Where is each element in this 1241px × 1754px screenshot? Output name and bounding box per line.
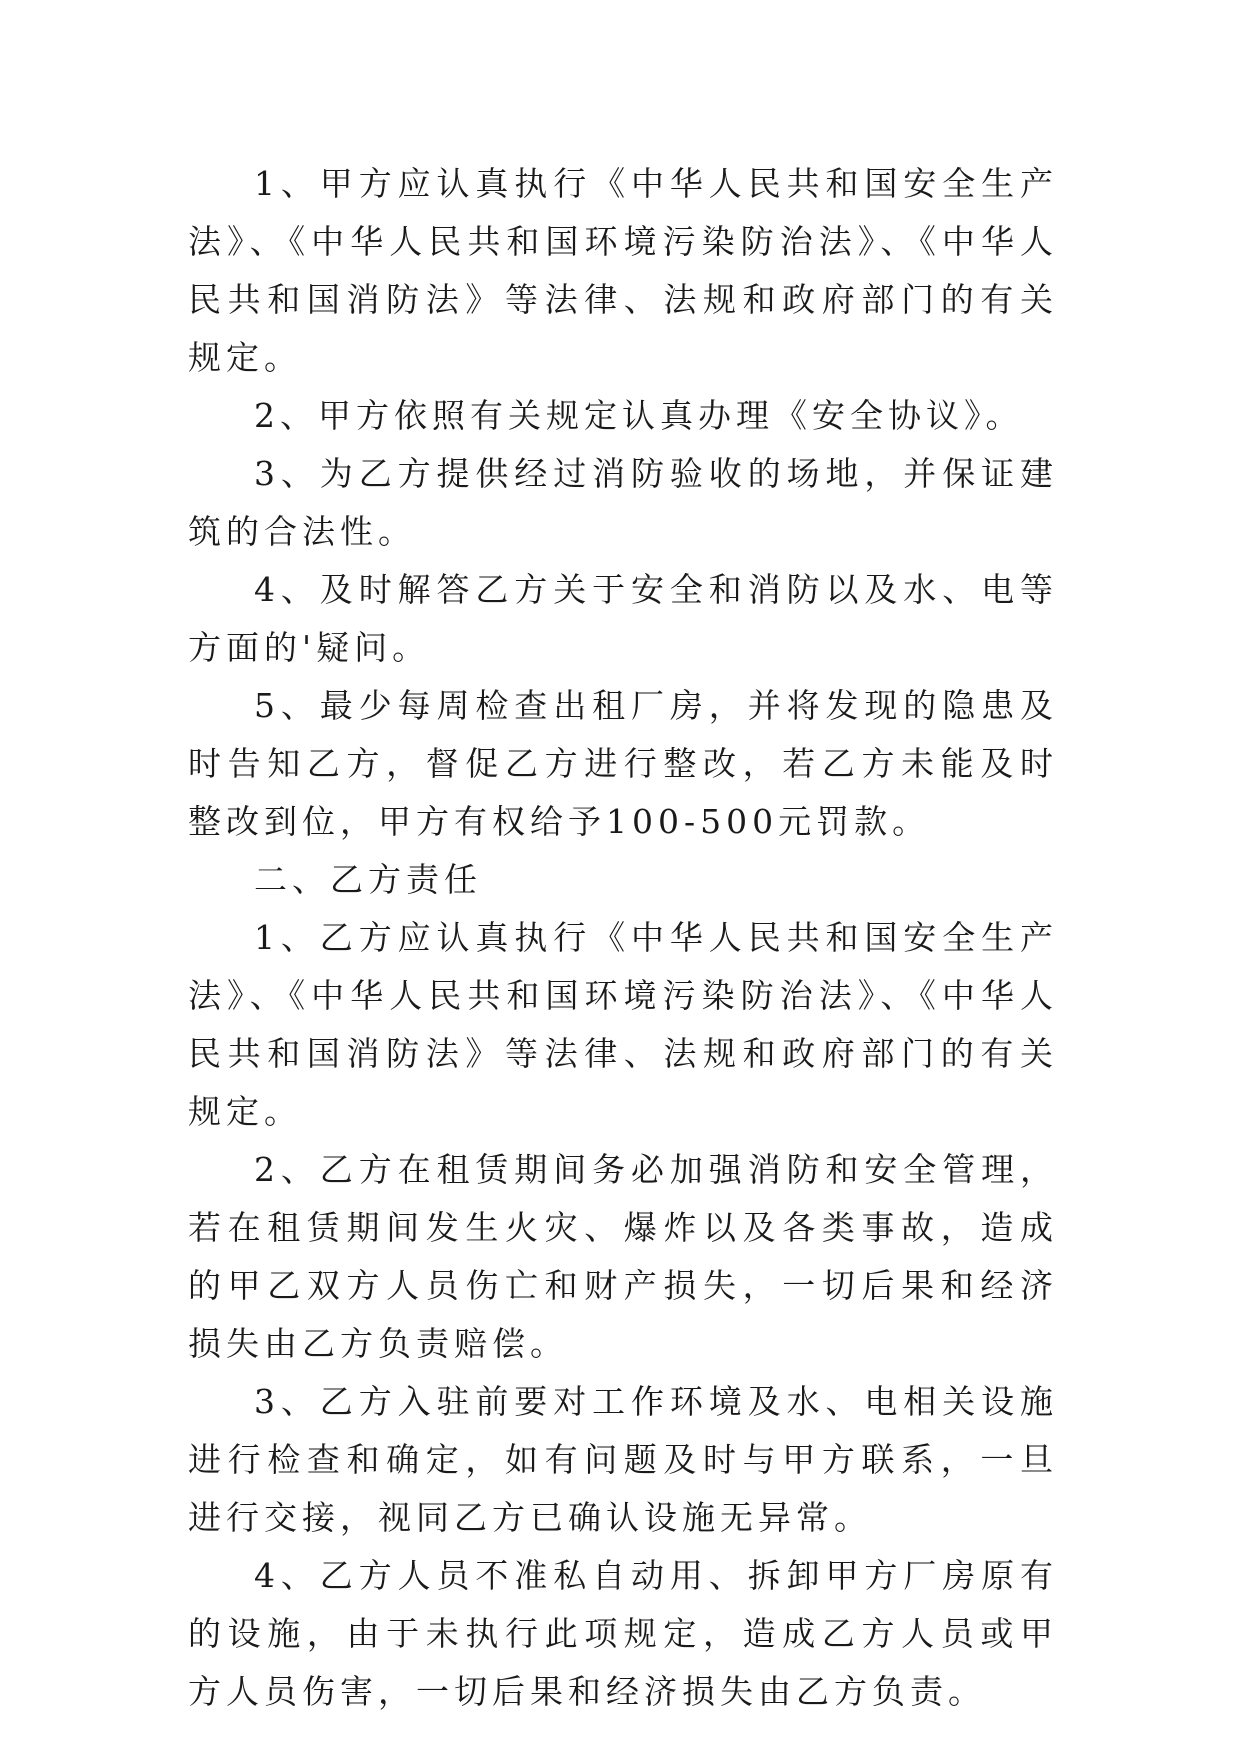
clause-a-4: 4、及时解答乙方关于安全和消防以及水、电等方面的'疑问。 [188, 570, 1058, 667]
clause-b-4: 4、乙方人员不准私自动用、拆卸甲方厂房原有的设施，由于未执行此项规定，造成乙方人员或甲方人员伤害，一切后果和经济损失由乙方负责。 [188, 1556, 1058, 1711]
clause-a-1: 1、甲方应认真执行《中华人民共和国安全生产法》、《中华人民共和国环境污染防治法》、《中华人民共和国消防法》等法律、法规和政府部门的有关规定。 [188, 164, 1058, 377]
clause-b-2: 2、乙方在租赁期间务必加强消防和安全管理，若在租赁期间发生火灾、爆炸以及各类事故，造成的甲乙双方人员伤亡和财产损失，一切后果和经济损失由乙方负责赔偿。 [188, 1150, 1058, 1363]
clause-a-3: 3、为乙方提供经过消防验收的场地，并保证建筑的合法性。 [188, 454, 1058, 551]
clause-a-5: 5、最少每周检查出租厂房，并将发现的隐患及时告知乙方，督促乙方进行整改，若乙方未能及时整改到位，甲方有权给予100-500元罚款。 [188, 686, 1058, 841]
document-body [188, 155, 1058, 1721]
clause-b-1: 1、乙方应认真执行《中华人民共和国安全生产法》、《中华人民共和国环境污染防治法》、《中华人民共和国消防法》等法律、法规和政府部门的有关规定。 [188, 918, 1058, 1131]
clause-a-2: 2、甲方依照有关规定认真办理《安全协议》。 [254, 396, 1024, 435]
section-heading-party-b: 二、乙方责任 [254, 860, 482, 899]
clause-b-3: 3、乙方入驻前要对工作环境及水、电相关设施进行检查和确定，如有问题及时与甲方联系，一旦进行交接，视同乙方已确认设施无异常。 [188, 1382, 1058, 1537]
